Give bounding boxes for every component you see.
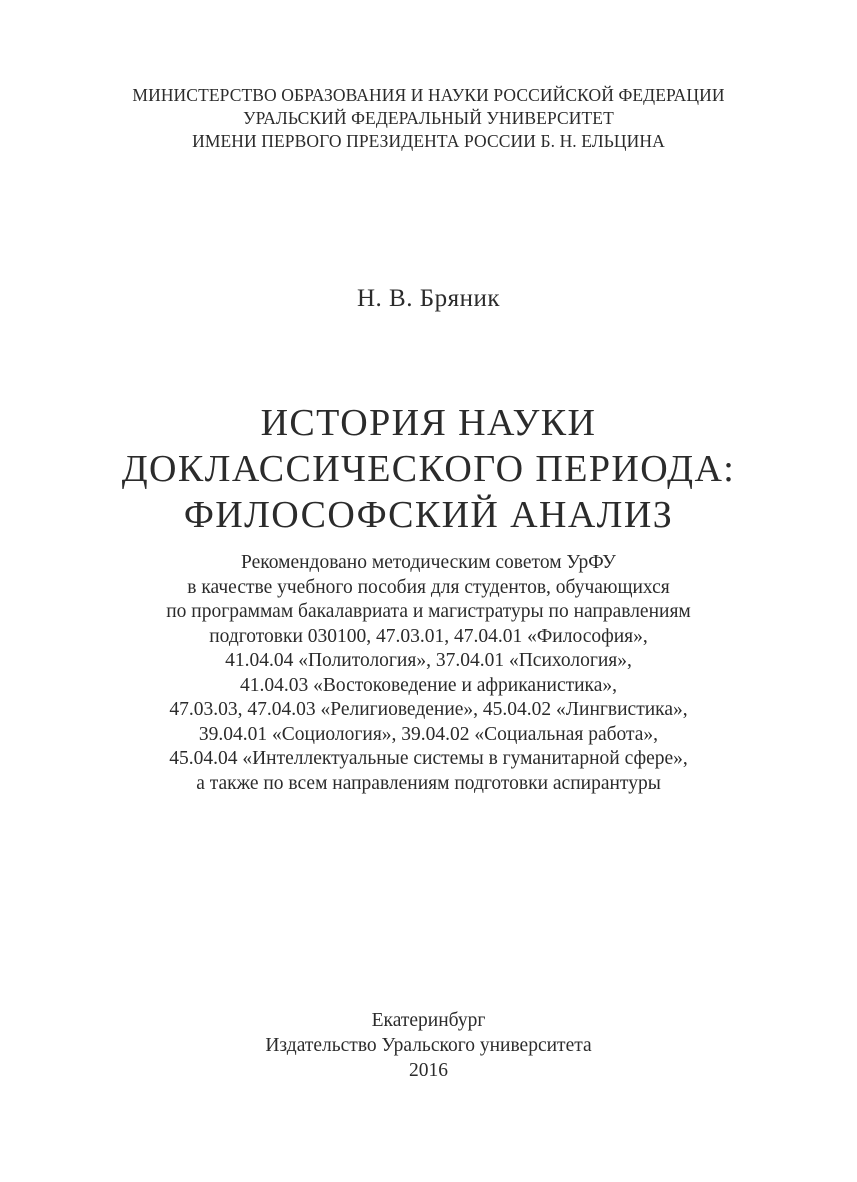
recommendation-line: по программам бакалавриата и магистратуры по направлениям	[166, 601, 691, 622]
imprint-publisher: Издательство Уральского университета	[265, 1035, 592, 1056]
imprint-block	[0, 1008, 857, 1083]
ministry-line: МИНИСТЕРСТВО ОБРАЗОВАНИЯ И НАУКИ РОССИЙСКОЙ ФЕДЕРАЦИИ	[132, 85, 725, 105]
imprint-city: Екатеринбург	[371, 1010, 486, 1031]
author-name: Н. В. Бряник	[357, 285, 500, 312]
university-name-line: ИМЕНИ ПЕРВОГО ПРЕЗИДЕНТА РОССИИ Б. Н. ЕЛЬЦИНА	[192, 131, 665, 151]
author-block	[0, 284, 857, 314]
recommendation-line: 47.03.03, 47.04.03 «Религиоведение», 45.04.02 «Лингвистика»,	[169, 699, 688, 720]
recommendation-line: а также по всем направлениям подготовки аспирантуры	[196, 772, 661, 794]
recommendation-line: в качестве учебного пособия для студентов, обучающихся	[187, 576, 670, 598]
title-line-3: ФИЛОСОФСКИЙ АНАЛИЗ	[183, 494, 674, 536]
recommendation-line: 45.04.04 «Интеллектуальные системы в гуманитарной сфере»,	[169, 748, 688, 769]
institution-header	[0, 84, 857, 153]
title-line-2: ДОКЛАССИЧЕСКОГО ПЕРИОДА:	[121, 448, 736, 490]
recommendation-line: 41.04.03 «Востоковедение и африканистика»,	[239, 674, 618, 696]
recommendation-line: 39.04.01 «Социология», 39.04.02 «Социальная работа»,	[198, 723, 659, 745]
university-line: УРАЛЬСКИЙ ФЕДЕРАЛЬНЫЙ УНИВЕРСИТЕТ	[243, 108, 614, 128]
recommendation-text	[0, 551, 857, 796]
book-title	[0, 400, 857, 538]
recommendation-line: Рекомендовано методическим советом УрФУ	[241, 552, 616, 573]
imprint-year: 2016	[409, 1060, 448, 1081]
recommendation-line: подготовки 030100, 47.03.01, 47.04.01 «Философия»,	[209, 625, 648, 647]
recommendation-line: 41.04.04 «Политология», 37.04.01 «Психология»,	[225, 650, 632, 671]
title-line-1: ИСТОРИЯ НАУКИ	[260, 402, 597, 444]
